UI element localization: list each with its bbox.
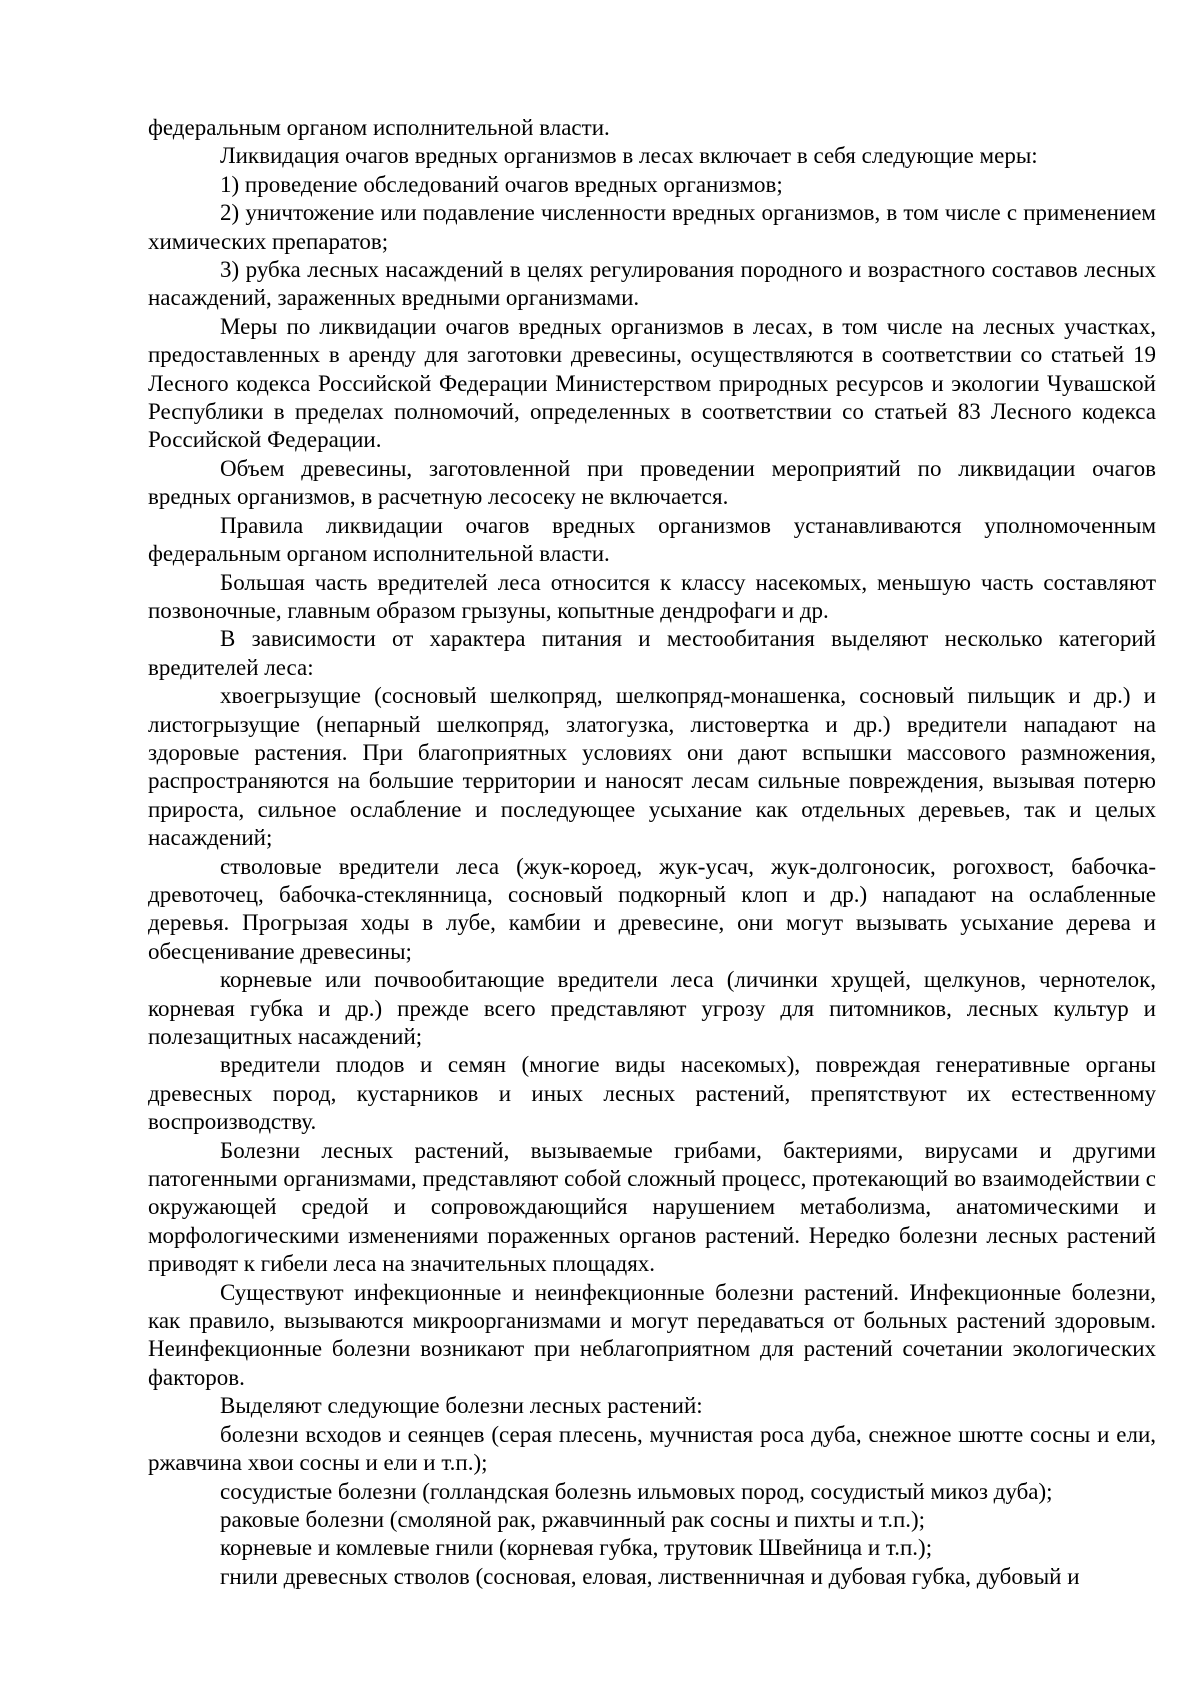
paragraph-wood-volume: Объем древесины, заготовленной при проведении мероприятий по ликвидации очагов вредных организмов, в расчетную лесосеку не включается. (148, 455, 1156, 510)
paragraph-disease-types-intro: Выделяют следующие болезни лесных растений: (220, 1393, 703, 1419)
paragraph-rules: Правила ликвидации очагов вредных организмов устанавливаются уполномоченным федеральным органом исполнительной власти. (148, 512, 1156, 567)
list-item-stem-pests: стволовые вредители леса (жук-короед, жук-усач, жук-долгоносик, рогохвост, бабочка-древоточец, бабочка-стеклянница, сосновый подкорный клоп и др.) нападают на ослабленные деревья. Прогрызая ходы в лубе, камбии и древесине, они могут вызывать усыхание дерева и обесценивание древесины; (148, 853, 1156, 964)
list-item-measure-3: 3) рубка лесных насаждений в целях регулирования породного и возрастного составов лесных насаждений, зараженных вредными организмами. (148, 257, 1156, 311)
list-item-vascular-diseases: сосудистые болезни (голландская болезнь ильмовых пород, сосудистый микоз дуба); (220, 1478, 1053, 1504)
paragraph-measures-intro: Ликвидация очагов вредных организмов в лесах включает в себя следующие меры: (220, 143, 1038, 169)
list-item-measure-1: 1) проведение обследований очагов вредных организмов; (220, 171, 783, 197)
paragraph-continuation: федеральным органом исполнительной власти. (148, 115, 610, 140)
list-item-stem-rot: гнили древесных стволов (сосновая, еловая, лиственничная и дубовая губка, дубовый и (220, 1563, 1080, 1589)
paragraph-infectious-diseases: Существуют инфекционные и неинфекционные болезни растений. Инфекционные болезни, как правило, вызываются микроорганизмами и могут передаваться от больных растений здоровым. Неинфекционные болезни возникают при неблагоприятном для растений сочетании экологических факторов. (148, 1279, 1156, 1390)
list-item-seedling-diseases: болезни всходов и сеянцев (серая плесень, мучнистая роса дуба, снежное шютте сосны и ели, ржавчина хвои сосны и ели и т.п.); (148, 1421, 1156, 1476)
paragraph-pest-categories: В зависимости от характера питания и местообитания выделяют несколько категорий вредителей леса: (148, 626, 1156, 680)
document-page (148, 114, 1156, 1591)
list-item-seed-pests: вредители плодов и семян (многие виды насекомых), повреждая генеративные органы древесных пород, кустарников и иных лесных растений, препятствуют их естественному воспроизводству. (148, 1052, 1156, 1135)
paragraph-diseases: Болезни лесных растений, вызываемые грибами, бактериями, вирусами и другими патогенными организмами, представляют собой сложный процесс, протекающий во взаимодействии с окружающей средой и сопровождающийся нарушением метаболизма, анатомическими и морфологическими изменениями пораженных органов растений. Нередко болезни лесных растений приводят к гибели леса на значительных площадях. (148, 1137, 1156, 1277)
paragraph-measures-implementation: Меры по ликвидации очагов вредных организмов в лесах, в том числе на лесных участках, предоставленных в аренду для заготовки древесины, осуществляются в соответствии со статьей 19 Лесного кодекса Российской Федерации Министерством природных ресурсов и экологии Чувашской Республики в пределах полномочий, определенных в соответствии со статьей 83 Лесного кодекса Российской Федерации. (148, 313, 1156, 453)
list-item-root-rot: корневые и комлевые гнили (корневая губка, трутовик Швейница и т.п.); (220, 1535, 933, 1561)
list-item-measure-2: 2) уничтожение или подавление численности вредных организмов, в том числе с применением химических препаратов; (148, 200, 1156, 254)
list-item-needle-leaf-pests: хвоегрызущие (сосновый шелкопряд, шелкопряд-монашенка, сосновый пильщик и др.) и листогрызущие (непарный шелкопряд, златогузка, листовертка и др.) вредители нападают на здоровые растения. При благоприятных условиях они дают вспышки массового размножения, распространяются на большие территории и наносят лесам сильные повреждения, вызывая потерю прироста, сильное ослабление и последующее усыхание как отдельных деревьев, так и целых насаждений; (148, 683, 1156, 851)
list-item-root-pests: корневые или почвообитающие вредители леса (личинки хрущей, щелкунов, чернотелок, корневая губка и др.) прежде всего представляют угрозу для питомников, лесных культур и полезащитных насаждений; (148, 967, 1156, 1049)
list-item-canker-diseases: раковые болезни (смоляной рак, ржавчинный рак сосны и пихты и т.п.); (220, 1506, 926, 1532)
paragraph-pests-majority: Большая часть вредителей леса относится к классу насекомых, меньшую часть составляют позвоночные, главным образом грызуны, копытные дендрофаги и др. (148, 569, 1156, 623)
